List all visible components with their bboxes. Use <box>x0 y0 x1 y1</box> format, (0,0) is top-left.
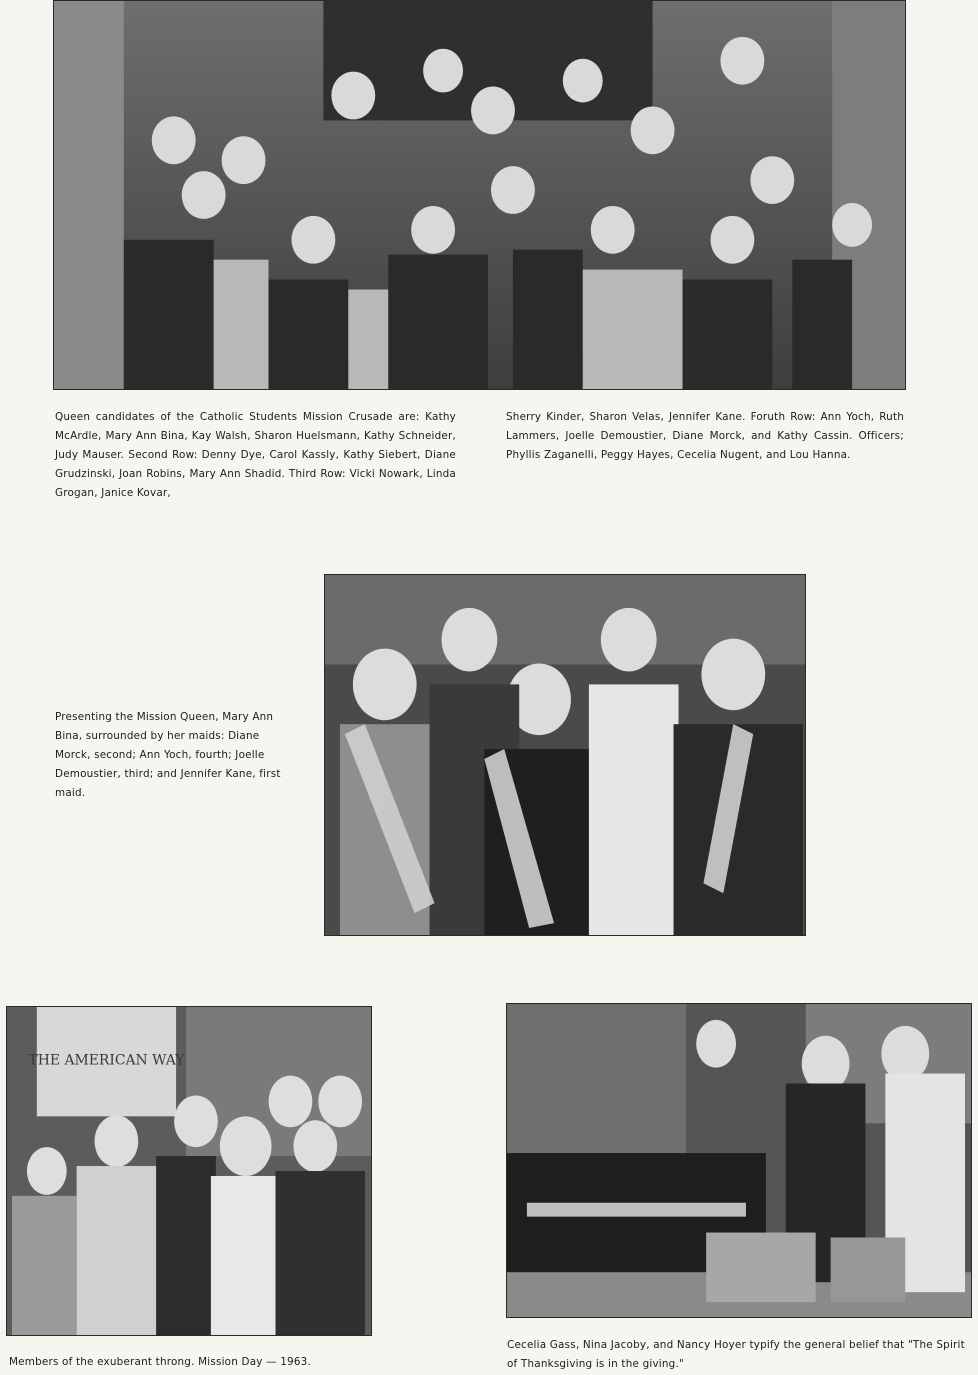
banner-text: THE AMERICAN WAY <box>28 1052 185 1069</box>
caption-thanksgiving: Cecelia Gass, Nina Jacoby, and Nancy Hoyer typify the general belief that "The Spirit of Thanksgiving is in the giving." <box>507 1339 965 1370</box>
caption-throng: Members of the exuberant throng. Mission Day — 1963. <box>9 1356 311 1368</box>
mission-queen-photo-art <box>325 575 805 935</box>
mission-queen-photo <box>324 574 806 936</box>
caption-mission-queen: Presenting the Mission Queen, Mary Ann Bina, surrounded by her maids: Diane Morck, second; Ann Yoch, fourth; Joelle Demoustier, third; and Jennifer Kane, first maid. <box>55 711 281 799</box>
thanksgiving-photo <box>506 1003 972 1318</box>
caption-group-right: Sherry Kinder, Sharon Velas, Jennifer Kane. Foruth Row: Ann Yoch, Ruth Lammers, Joelle Demoustier, Diane Morck, and Kathy Cassin. Officers; Phyllis Zaganelli, Peggy Hayes, Cecelia Nugent, and Lou Hanna. <box>506 411 904 461</box>
throng-photo-art <box>7 1007 371 1335</box>
thanksgiving-photo-art <box>507 1004 971 1317</box>
caption-group-left: Queen candidates of the Catholic Students Mission Crusade are: Kathy McArdle, Mary Ann Bina, Kay Walsh, Sharon Huelsmann, Kathy Schneider, Judy Mauser. Second Row: Denny Dye, Carol Kassly, Kathy Siebert, Diane Grudzinski, Joan Robins, Mary Ann Shadid. Third Row: Vicki Nowark, Linda Grogan, Janice Kovar, <box>55 411 456 499</box>
throng-photo <box>6 1006 372 1336</box>
group-photo-art <box>54 1 905 389</box>
group-photo-queen-candidates <box>53 0 906 390</box>
